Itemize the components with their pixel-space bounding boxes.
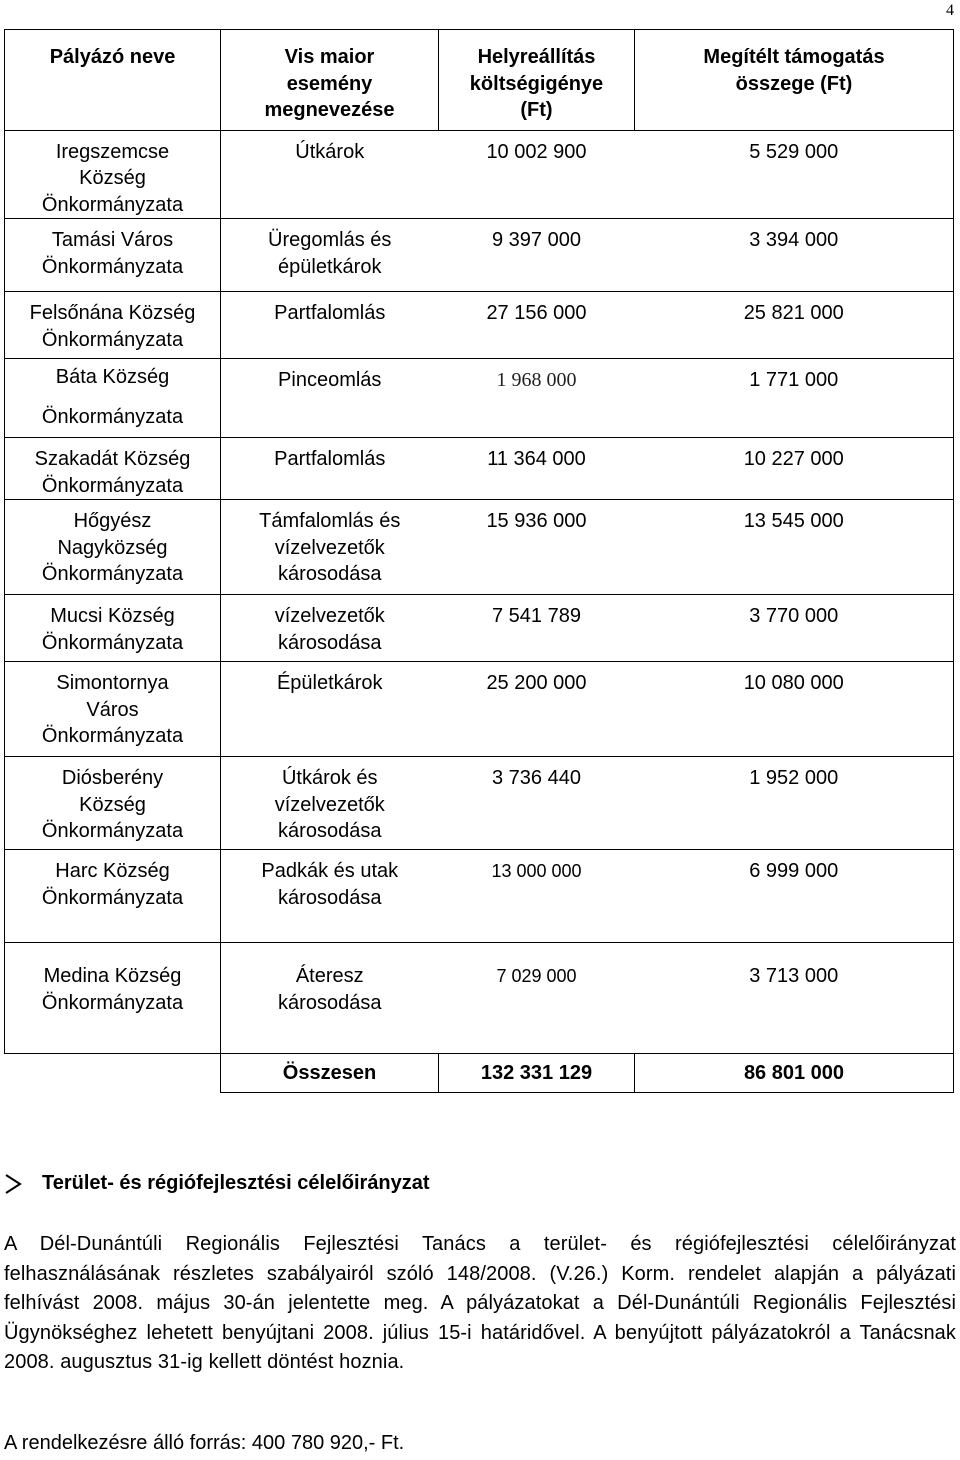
event-cell: vízelvezetők károsodása <box>221 595 439 662</box>
header-applicant <box>5 30 221 131</box>
header-line: Helyreállítás <box>477 46 596 68</box>
table-body <box>5 130 954 1093</box>
cost-cell: 3 736 440 <box>439 757 635 850</box>
header-line: Vis maior <box>284 46 375 68</box>
header-grant <box>635 30 954 131</box>
applicant-cell: Diósberény Község Önkormányzata <box>5 757 221 850</box>
grant-cell: 25 821 000 <box>635 292 954 359</box>
table-row <box>5 219 954 292</box>
applicant-cell: Medina Község Önkormányzata <box>5 943 221 1054</box>
header-line: összege (Ft) <box>735 72 853 95</box>
table-row <box>5 130 954 219</box>
grant-cell: 1 952 000 <box>635 757 954 850</box>
grant-cell: 10 080 000 <box>635 662 954 757</box>
event-cell: Épületkárok <box>221 662 439 757</box>
event-cell: Útkárok <box>221 130 439 219</box>
applicant-cell: Iregszemcse Község Önkormányzata <box>5 130 221 219</box>
event-cell: Áteresz károsodása <box>221 943 439 1054</box>
grant-cell: 1 771 000 <box>635 359 954 438</box>
grant-cell: 6 999 000 <box>635 850 954 943</box>
header-line: Pályázó neve <box>49 46 176 68</box>
cost-cell: 7 029 000 <box>439 943 635 1054</box>
section-heading <box>4 1172 956 1195</box>
cost-cell: 1 968 000 <box>439 359 635 438</box>
grants-table <box>4 29 954 1093</box>
cost-cell: 13 000 000 <box>439 850 635 943</box>
grant-cell: 10 227 000 <box>635 438 954 500</box>
table-row <box>5 850 954 943</box>
grant-cell: 13 545 000 <box>635 500 954 595</box>
header-line: költségigénye <box>469 72 604 95</box>
table-row <box>5 500 954 595</box>
header-cost <box>439 30 635 131</box>
applicant-cell: Simontornya Város Önkormányzata <box>5 662 221 757</box>
event-cell: Támfalomlás és vízelvezetők károsodása <box>221 500 439 595</box>
body-paragraph: A Dél-Dunántúli Regionális Fejlesztési Tanács a terület- és régiófejlesztési célelőirányzat felhasználásának részletes szabályairól szóló 148/2008. (V.26.) Korm. rendelet alapján a pályázati felhívást 2008. május 30-án jelentette meg. A pályázatokat a Dél-Dunántúli Regionális Fejlesztési Ügynökséghez lehetett benyújtani 2008. július 15-i határidővel. A benyújtott pályázatokról a Tanácsnak 2008. augusztus 31-ig kellett döntést hoznia. <box>4 1233 956 1373</box>
applicant-cell: Tamási Város Önkormányzata <box>5 219 221 292</box>
event-cell: Partfalomlás <box>221 292 439 359</box>
available-source: A rendelkezésre álló forrás: 400 780 920,- Ft. <box>4 1432 405 1454</box>
table-header-row <box>5 30 954 131</box>
cost-cell: 7 541 789 <box>439 595 635 662</box>
event-cell: Padkák és utak károsodása <box>221 850 439 943</box>
table-row <box>5 438 954 500</box>
total-spacer <box>5 1054 221 1093</box>
cost-cell: 25 200 000 <box>439 662 635 757</box>
total-cost: 132 331 129 <box>439 1054 635 1093</box>
section-title: Terület- és régiófejlesztési célelőirányzat <box>42 1172 430 1194</box>
table-row <box>5 359 954 438</box>
header-event <box>221 30 439 131</box>
event-cell: Pinceomlás <box>221 359 439 438</box>
page-number: 4 <box>946 2 954 19</box>
header-line: esemény <box>286 72 373 95</box>
grant-cell: 5 529 000 <box>635 130 954 219</box>
table-row <box>5 943 954 1054</box>
cost-cell: 15 936 000 <box>439 500 635 595</box>
cost-cell: 9 397 000 <box>439 219 635 292</box>
cost-cell: 27 156 000 <box>439 292 635 359</box>
event-cell: Üregomlás és épületkárok <box>221 219 439 292</box>
total-grant: 86 801 000 <box>635 1054 954 1093</box>
total-row <box>5 1054 954 1093</box>
header-line: (Ft) <box>520 99 553 121</box>
cost-cell: 10 002 900 <box>439 130 635 219</box>
total-label: Összesen <box>221 1054 439 1093</box>
cost-cell: 11 364 000 <box>439 438 635 500</box>
header-line: Megítélt támogatás <box>703 46 885 68</box>
table-row <box>5 757 954 850</box>
grant-cell: 3 394 000 <box>635 219 954 292</box>
arrowhead-bullet-icon <box>4 1173 22 1195</box>
table-row <box>5 662 954 757</box>
header-line: megnevezése <box>264 99 395 121</box>
applicant-cell: Szakadát Község Önkormányzata <box>5 438 221 500</box>
applicant-cell: Felsőnána Község Önkormányzata <box>5 292 221 359</box>
table-row <box>5 595 954 662</box>
applicant-cell: Báta Község Önkormányzata <box>5 359 221 438</box>
applicant-cell: Mucsi Község Önkormányzata <box>5 595 221 662</box>
grant-cell: 3 713 000 <box>635 943 954 1054</box>
event-cell: Partfalomlás <box>221 438 439 500</box>
applicant-cell: Harc Község Önkormányzata <box>5 850 221 943</box>
event-cell: Útkárok és vízelvezetők károsodása <box>221 757 439 850</box>
table-row <box>5 292 954 359</box>
grant-cell: 3 770 000 <box>635 595 954 662</box>
applicant-cell: Hőgyész Nagyközség Önkormányzata <box>5 500 221 595</box>
